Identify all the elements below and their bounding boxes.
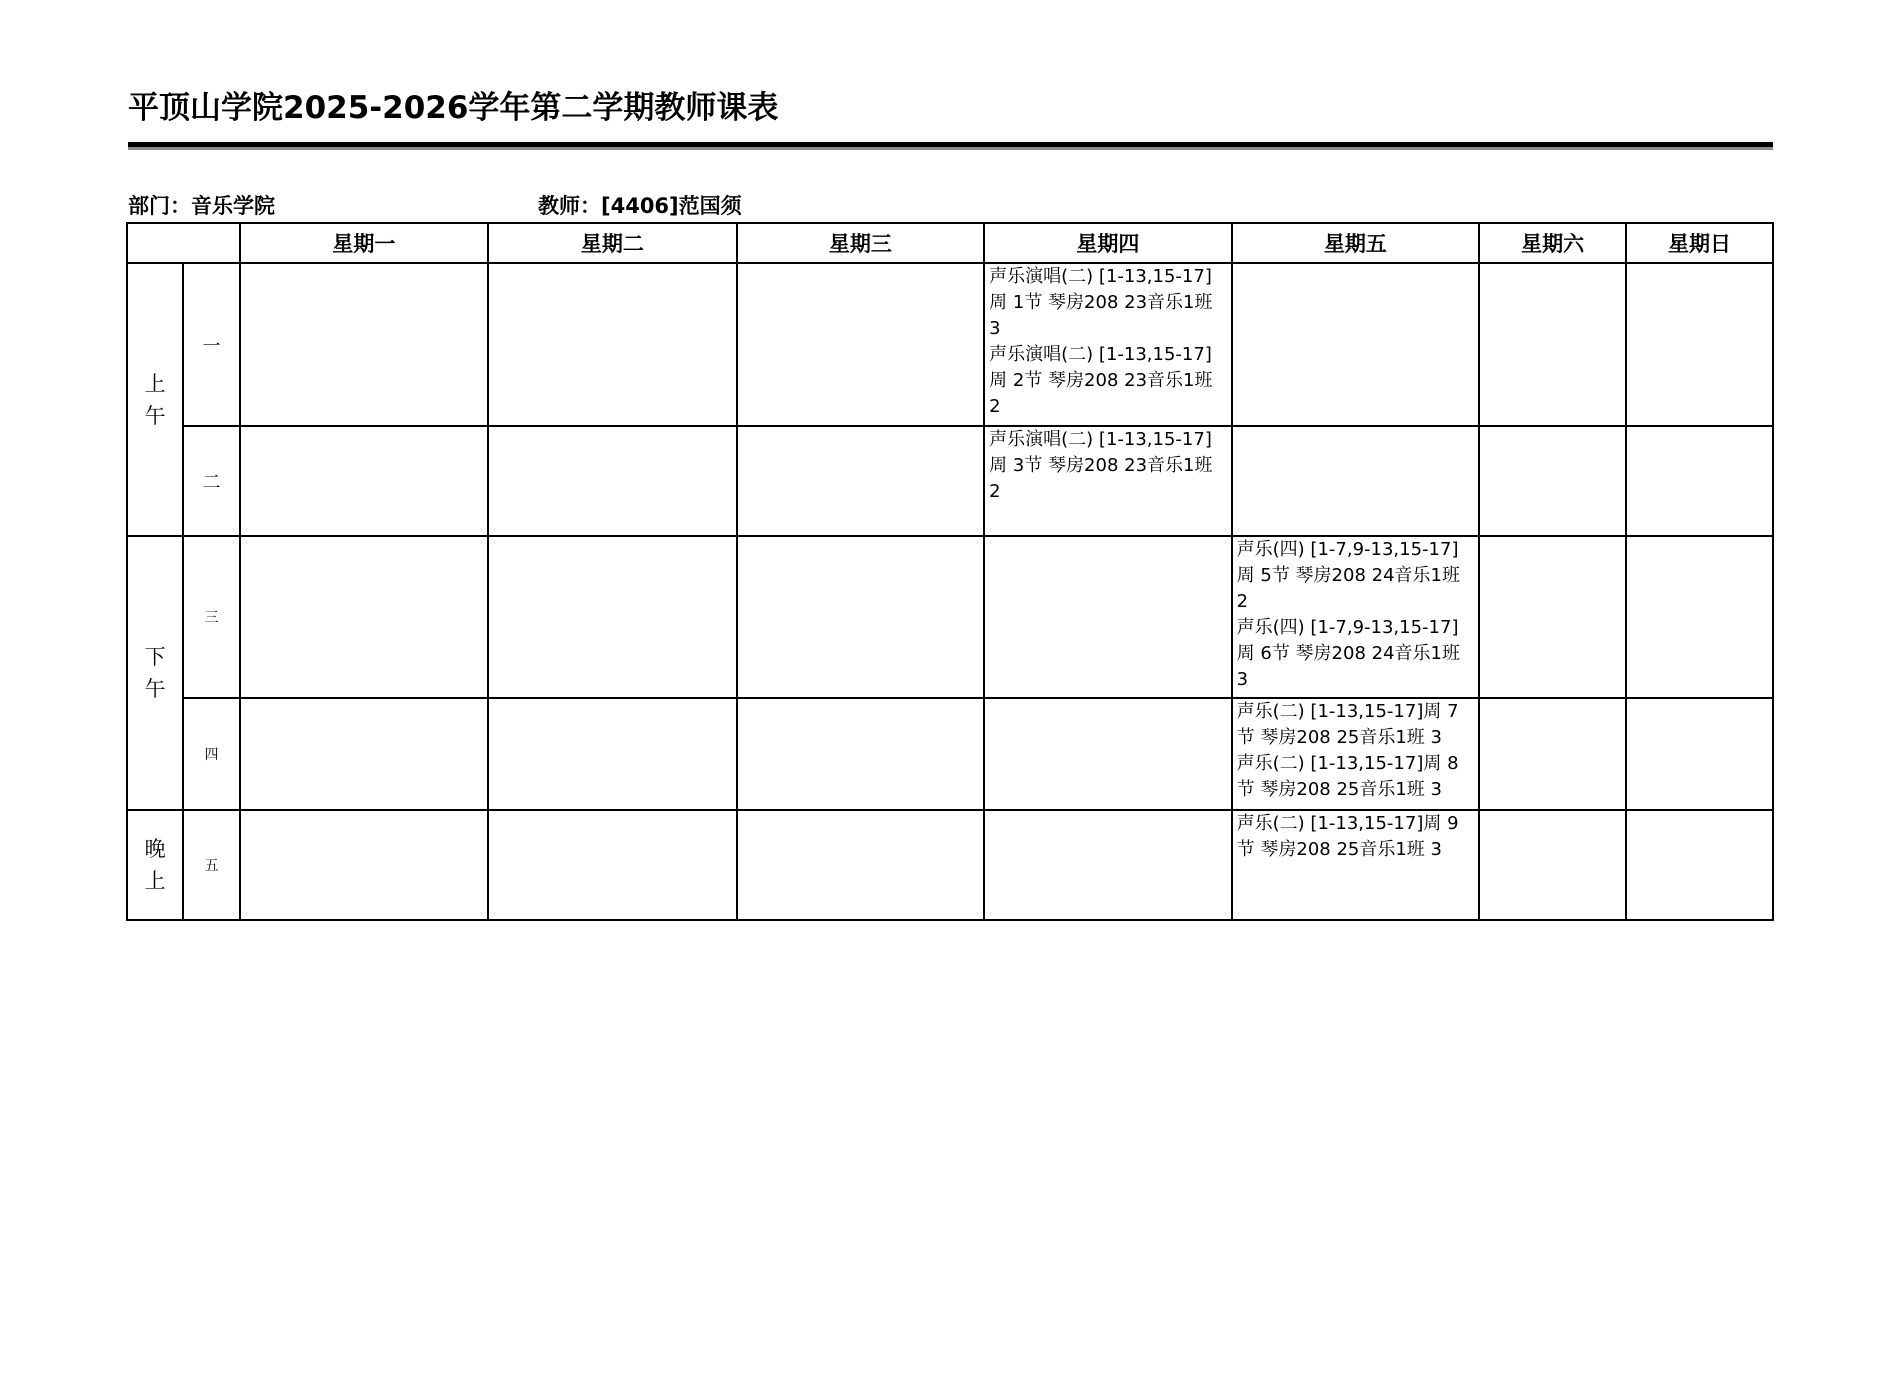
cell-s4-sun xyxy=(1626,698,1773,810)
teacher-label: 教师：[4406]范国须 xyxy=(538,194,742,218)
cell-s3-thu xyxy=(984,536,1232,698)
corner-cell xyxy=(127,223,240,263)
schedule-table xyxy=(126,222,1774,921)
slot-2: 二 xyxy=(183,426,239,536)
cell-s5-sun xyxy=(1626,810,1773,920)
cell-s5-tue xyxy=(488,810,737,920)
cell-s1-sat xyxy=(1479,263,1626,426)
page-title: 平顶山学院2025-2026学年第二学期教师课表 xyxy=(128,90,779,126)
day-header-sun: 星期日 xyxy=(1626,223,1773,263)
day-header-fri: 星期五 xyxy=(1232,223,1480,263)
course-entry: 声乐演唱(二) [1-13,15-17]周 3节 琴房208 23音乐1班 2 xyxy=(989,429,1213,502)
table-row xyxy=(127,426,1773,536)
cell-s2-fri xyxy=(1232,426,1480,536)
period-evening-label: 晚上 xyxy=(144,837,166,893)
cell-s1-sun xyxy=(1626,263,1773,426)
cell-s2-thu xyxy=(984,426,1232,536)
table-row xyxy=(127,698,1773,810)
cell-s4-thu xyxy=(984,698,1232,810)
cell-s2-sat xyxy=(1479,426,1626,536)
cell-s4-tue xyxy=(488,698,737,810)
cell-s1-wed xyxy=(737,263,985,426)
cell-s3-mon xyxy=(240,536,489,698)
table-row xyxy=(127,810,1773,920)
course-entry: 声乐(二) [1-13,15-17]周 9节 琴房208 25音乐1班 3 xyxy=(1236,813,1459,860)
day-header-tue: 星期二 xyxy=(488,223,737,263)
table-row xyxy=(127,536,1773,698)
cell-s1-thu xyxy=(984,263,1232,426)
cell-s3-tue xyxy=(488,536,737,698)
cell-s2-wed xyxy=(737,426,985,536)
header-row xyxy=(127,223,1773,263)
cell-s4-wed xyxy=(737,698,985,810)
period-afternoon-label: 下午 xyxy=(144,645,166,701)
course-entry: 声乐(二) [1-13,15-17]周 8节 琴房208 25音乐1班 3 xyxy=(1236,753,1459,800)
slot-3: 三 xyxy=(183,536,239,698)
cell-s2-tue xyxy=(488,426,737,536)
cell-s5-mon xyxy=(240,810,489,920)
course-entry: 声乐(四) [1-7,9-13,15-17]周 5节 琴房208 24音乐1班 2 xyxy=(1236,539,1460,612)
slot-1: 一 xyxy=(183,263,239,426)
course-entry: 声乐(四) [1-7,9-13,15-17]周 6节 琴房208 24音乐1班 3 xyxy=(1236,617,1460,690)
day-header-mon: 星期一 xyxy=(240,223,489,263)
period-morning xyxy=(127,263,183,536)
day-header-wed: 星期三 xyxy=(737,223,985,263)
course-entry: 声乐演唱(二) [1-13,15-17]周 2节 琴房208 23音乐1班 2 xyxy=(989,344,1213,417)
cell-s1-tue xyxy=(488,263,737,426)
day-header-sat: 星期六 xyxy=(1479,223,1626,263)
cell-s4-sat xyxy=(1479,698,1626,810)
cell-s3-wed xyxy=(737,536,985,698)
cell-s3-fri xyxy=(1232,536,1480,698)
period-evening xyxy=(127,810,183,920)
cell-s5-wed xyxy=(737,810,985,920)
cell-s5-thu xyxy=(984,810,1232,920)
table-row xyxy=(127,263,1773,426)
cell-s4-fri xyxy=(1232,698,1480,810)
cell-s2-sun xyxy=(1626,426,1773,536)
department-label: 部门：音乐学院 xyxy=(128,194,275,218)
cell-s1-fri xyxy=(1232,263,1480,426)
cell-s3-sun xyxy=(1626,536,1773,698)
cell-s1-mon xyxy=(240,263,489,426)
cell-s4-mon xyxy=(240,698,489,810)
period-afternoon xyxy=(127,536,183,810)
course-entry: 声乐(二) [1-13,15-17]周 7节 琴房208 25音乐1班 3 xyxy=(1236,701,1459,748)
day-header-thu: 星期四 xyxy=(984,223,1232,263)
title-divider-shadow xyxy=(128,147,1773,150)
slot-4: 四 xyxy=(183,698,239,810)
course-entry: 声乐演唱(二) [1-13,15-17]周 1节 琴房208 23音乐1班 3 xyxy=(989,266,1213,339)
cell-s5-sat xyxy=(1479,810,1626,920)
cell-s3-sat xyxy=(1479,536,1626,698)
period-morning-label: 上午 xyxy=(144,371,166,428)
cell-s2-mon xyxy=(240,426,489,536)
cell-s5-fri xyxy=(1232,810,1480,920)
slot-5: 五 xyxy=(183,810,239,920)
